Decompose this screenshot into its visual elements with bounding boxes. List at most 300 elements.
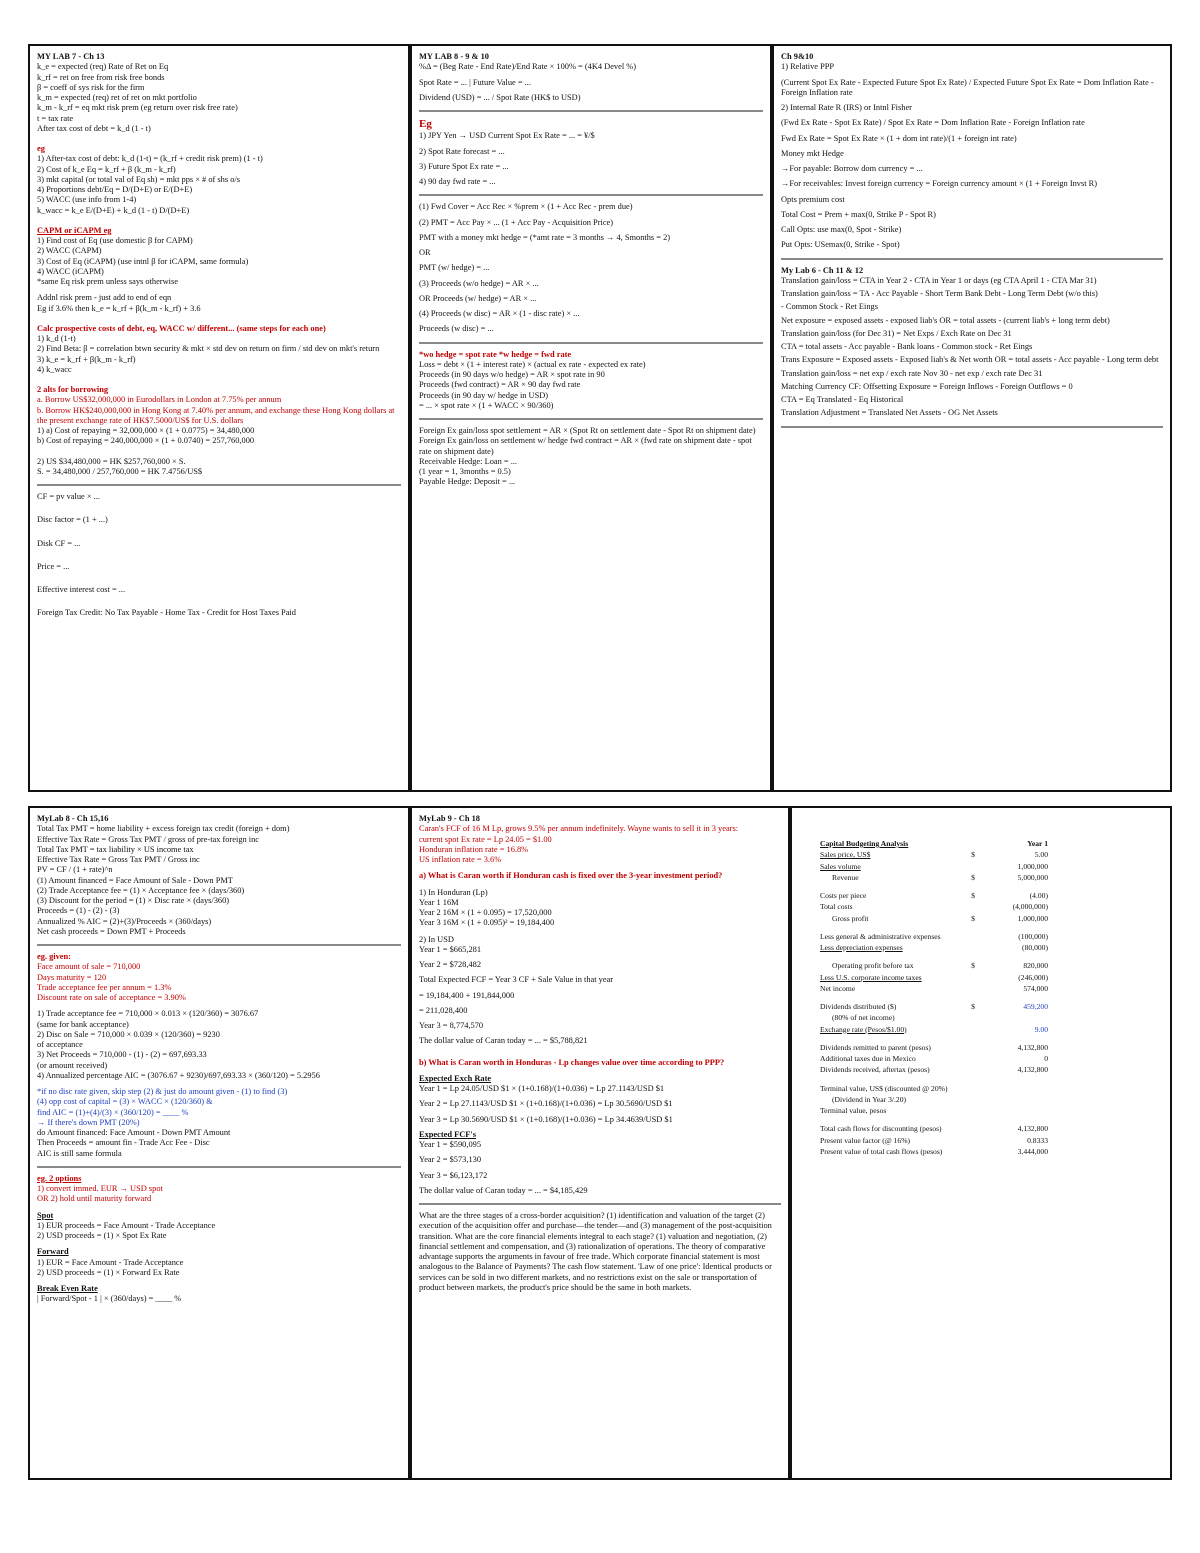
eg-step: 2) Cost of k_e Eq = k_rf + β (k_m - k_rf)	[37, 164, 176, 174]
note-line: AIC is still same formula	[37, 1148, 122, 1158]
break-even-formula: | Forward/Spot - 1 | × (360/days) = ____ %	[37, 1294, 182, 1304]
honduran-line: 1) In Honduran (Lp)	[419, 887, 488, 897]
formula-line: Effective Tax Rate = Gross Tax PMT / Gross inc	[37, 855, 200, 864]
formula-line: (2) Trade Acceptance fee = (1) × Acceptance fee × (days/360)	[37, 885, 245, 895]
formula-line: Effective interest cost = ...	[37, 585, 126, 594]
row-value: (4,000,000)	[1012, 902, 1048, 912]
panel-title: MyLab 8 - Ch 15,16	[37, 814, 109, 823]
row-label: Dividends distributed ($)	[820, 1002, 897, 1011]
eg-given-lines	[37, 962, 401, 1003]
row-value: 574,000	[1023, 983, 1048, 993]
formula-line: Opts premium cost	[781, 194, 845, 204]
hedge-rate-heading: *wo hedge = spot rate *w hedge = fwd rate	[419, 349, 572, 359]
after-notes	[37, 1128, 401, 1159]
row-value: 1,000,000	[1017, 913, 1048, 923]
hedge-rate-line: = ... × spot rate × (1 + WACC × 90/360)	[419, 400, 554, 410]
row-currency	[960, 1076, 986, 1094]
addl-line: Addnl risk prem - just add to end of eqn	[37, 293, 172, 303]
formula-line: Effective Tax Rate = Gross Tax PMT / gross of pre-tax foreign inc	[37, 834, 260, 844]
usd-label: 2) In USD	[419, 934, 454, 944]
hedge-line: OR Proceeds (w/ hedge) = AR × ...	[419, 293, 537, 303]
definition-line: k_rf = ret on free from risk free bonds	[37, 72, 165, 82]
spot-line: 1) EUR proceeds = Face Amount - Trade Acceptance	[37, 1220, 216, 1230]
row-label: Less general & administrative expenses	[820, 931, 941, 941]
additional-premium	[37, 293, 401, 314]
row-currency: $	[971, 872, 975, 882]
row-label: Total cash flows for discounting (pesos)	[820, 1124, 942, 1134]
table-row	[818, 972, 1050, 983]
row-label: Exchange rate (Pesos/$1.00)	[820, 1024, 907, 1034]
lab6-line: Matching Currency CF: Offsetting Exposure = Foreign Inflows - Foreign Outflows = 0	[781, 381, 1073, 391]
formula-line: Net cash proceeds = Down PMT + Proceeds	[37, 926, 186, 936]
row-label: Terminal value, pesos	[820, 1106, 887, 1115]
table-row	[818, 913, 1050, 924]
table-row	[818, 1035, 1050, 1053]
row-value: (246,000)	[1018, 972, 1048, 982]
calc-steps	[37, 334, 401, 375]
eg-step: (same for bank acceptance)	[37, 1019, 129, 1029]
hedge-line: PMT (w/ hedge) = ...	[419, 263, 490, 273]
capm-step: 1) Find cost of Eq (use domestic β for CAPM)	[37, 236, 193, 245]
borrow-calc-line: S. = 34,480,000 / 257,760,000 = HK 7.4756/US$	[37, 466, 203, 476]
expected-rate-heading: Expected Exch Rate	[419, 1073, 492, 1083]
row-label: Terminal value, US$ (discounted @ 20%)	[820, 1083, 948, 1093]
hedge-line: (1) Fwd Cover = Acc Rec × %prem × (1 + Acc Rec - prem due)	[419, 202, 633, 212]
table-row	[818, 861, 1050, 872]
hedge-line: Proceeds (w disc) = ...	[419, 324, 494, 334]
lab6-line: Translation Adjustment = Translated Net Assets - OG Net Assets	[781, 408, 998, 418]
borrow-option-a: a. Borrow US$32,000,000 in Eurodollars in London at 7.75% per annum	[37, 395, 282, 405]
table-row	[818, 883, 1050, 901]
given-line: Face amount of sale = 710,000	[37, 962, 141, 972]
intro-line: current spot Ex rate = Lp 24.05 = $1.00	[419, 834, 552, 844]
borrow-calc	[37, 426, 401, 447]
panel-title: MY LAB 7 - Ch 13	[37, 52, 105, 61]
forex-line: Receivable Hedge: Loan = ...	[419, 456, 517, 466]
expected-rate-line: Year 3 = Lp 30.5690/USD $1 × (1+0.168)/(1+0.036) = Lp 34.4639/USD $1	[419, 1114, 673, 1124]
forward-line: 2) USD proceeds = (1) × Forward Ex Rate	[37, 1267, 180, 1277]
usd-line: Year 2 = $728,482	[419, 960, 482, 969]
panel-mylab8-9-10	[410, 44, 772, 792]
formula-line: Money mkt Hedge	[781, 148, 844, 158]
formula-line: Total Cost = Prem + max(0, Strike P - Spot R)	[781, 209, 936, 219]
definition-line: After tax cost of debt = k_d (1 - t)	[37, 123, 151, 133]
calc-step: 4) k_wacc	[37, 364, 72, 374]
row-label: (Dividend in Year 3/.20)	[832, 1094, 907, 1104]
row-label: Revenue	[832, 872, 859, 882]
eg-step: k_wacc = k_e E/(D+E) + k_d (1 - t) D/(D+E)	[37, 205, 190, 215]
blue-notes	[37, 1087, 401, 1128]
row-value: 4,132,800	[1017, 1065, 1048, 1075]
formula-line: CF = pv value × ...	[37, 492, 100, 501]
row-label: Dividends remitted to parent (pesos)	[820, 1042, 931, 1052]
hedge-line: (4) Proceeds (w disc) = AR × (1 - disc rate) × ...	[419, 309, 580, 319]
note-line: *if no disc rate given, skip step (2) & just do amount given - (1) to find (3)	[37, 1087, 288, 1096]
expected-rate-line: Year 2 = Lp 27.1143/USD $1 × (1+0.168)/(1+0.036) = Lp 30.5690/USD $1	[419, 1099, 673, 1109]
eg-lines	[419, 131, 763, 187]
closing-paragraph: What are the three stages of a cross-border acquisition? (1) identification and valuation of the target (2) execution of the acquisition offer and purchase—the tender—and (3) management of the post-acquisition transition. What are the core financial elements integral to each stage? (1) valuation and negotiation, (2) financial settlement and compensation, and (3) rationalization of operations. The theory of comparative advantage supports the arguments in favour of free trade. Which corporate financial statement is most analogous to the Balance of Payments? The cash flow statement. 'Law of one price': Identical products or services can be sold in two different markets, and no restrictions exist on the sale or transportation of product between markets, the product's price should be the same in both markets.	[419, 1211, 772, 1292]
table-row	[818, 1146, 1050, 1157]
formula-line: Total Tax PMT = home liability + excess foreign tax credit (foreign + dom)	[37, 824, 290, 834]
row-currency: $	[971, 913, 975, 923]
lab6-line: Translation gain/loss = TA - Acc Payable - Short Term Bank Debt - Long Term Debt (w/o this)	[781, 289, 1098, 298]
eg-step: 5) WACC (use info from 1-4)	[37, 195, 137, 205]
panel-mylab8-ch15-16	[28, 806, 410, 1480]
eg-line: 1) JPY Yen → USD Current Spot Ex Rate = ... = ¥/$	[419, 131, 595, 141]
bottom-formulas	[37, 492, 401, 619]
table-row	[818, 1094, 1050, 1105]
table-row	[818, 1135, 1050, 1146]
panel-ch9-10	[772, 44, 1172, 792]
usd-line: = 19,184,400 + 191,844,000	[419, 990, 515, 1000]
row-currency	[960, 1146, 986, 1157]
table-row	[818, 942, 1050, 953]
row-currency	[960, 924, 986, 942]
row-currency	[960, 861, 986, 872]
lab6-lines	[781, 276, 1163, 419]
calc-step: 1) k_d (1-t)	[37, 334, 76, 343]
row-currency	[960, 1105, 986, 1116]
row-currency	[960, 1094, 986, 1105]
table-row	[818, 953, 1050, 971]
divider	[419, 418, 763, 420]
capm-step: 4) WACC (iCAPM)	[37, 266, 104, 276]
spot-line: 2) USD proceeds = (1) × Spot Ex Rate	[37, 1231, 167, 1240]
honduran-line: Year 1 16M	[419, 897, 459, 907]
eg-steps	[37, 1009, 401, 1081]
hedge-lines	[419, 202, 763, 334]
definition-line: k_m - k_rf = eq mkt risk prem (eg return over risk free rate)	[37, 103, 238, 113]
row-currency	[960, 1053, 986, 1064]
lab6-line: Net exposure = exposed assets - exposed liab's OR = total assets - (current liab's + long term debt)	[781, 315, 1110, 325]
hedge-rate-line: Proceeds (in 90 days w/o hedge) = AR × spot rate in 90	[419, 370, 605, 380]
honduran-lines	[419, 888, 781, 929]
formula-line: (3) Discount for the period = (1) × Disc rate × (days/360)	[37, 896, 230, 905]
forward-heading: Forward	[37, 1247, 69, 1257]
formula-lines	[419, 62, 763, 103]
formula-line: PV = CF / (1 + rate)^n	[37, 865, 113, 875]
table-row	[818, 901, 1050, 912]
formula-line: (Fwd Ex Rate - Spot Ex Rate) / Spot Ex Rate = Dom Inflation Rate - Foreign Inflation rate	[781, 118, 1085, 128]
formula-line: (1) Amount financed = Face Amount of Sale - Down PMT	[37, 875, 233, 885]
intro-lines	[419, 824, 781, 865]
row-value: 820,000	[1023, 961, 1048, 971]
definitions-list	[37, 62, 401, 134]
forward-lines	[37, 1258, 401, 1279]
eg-step: 4) Annualized percentage AIC = (3076.67 + 9230)/697,693.33 × (360/120) = 5.2956	[37, 1070, 320, 1080]
eg-line: 3) Future Spot Ex rate = ...	[419, 161, 509, 171]
forex-line: Foreign Ex gain/loss on settlement w/ hedge fwd contract = AR × (fwd rate on shipment date - spot rate on shipment date)	[419, 436, 752, 456]
panel-title: MY LAB 8 - 9 & 10	[419, 52, 489, 61]
formula-line: Price = ...	[37, 561, 70, 571]
formula-line: Foreign Tax Credit: No Tax Payable - Home Tax - Credit for Host Taxes Paid	[37, 608, 296, 618]
row-currency	[960, 942, 986, 953]
formula-line: 1) Relative PPP	[781, 62, 835, 72]
hedge-rate-line: Proceeds (in 90 day w/ hedge in USD)	[419, 390, 549, 400]
note-line: Then Proceeds = amount fin - Trade Acc Fee - Disc	[37, 1138, 210, 1148]
divider	[419, 1203, 781, 1205]
lab6-line: CTA = Eq Translated - Eq Historical	[781, 395, 904, 404]
row-label: Dividends received, aftertax (pesos)	[820, 1065, 930, 1075]
row-currency	[960, 972, 986, 983]
usd-line: Total Expected FCF = Year 3 CF + Sale Value in that year	[419, 975, 614, 985]
question-b: b) What is Caran worth in Honduras - Lp changes value over time according to PPP?	[419, 1057, 725, 1067]
formula-line: Proceeds = (1) - (2) - (3)	[37, 906, 120, 916]
forward-line: 1) EUR = Face Amount - Trade Acceptance	[37, 1257, 184, 1267]
row-value: 0.8333	[1027, 1135, 1048, 1145]
row-value	[986, 1076, 1050, 1094]
eg-step: of acceptance	[37, 1040, 83, 1049]
row-currency	[960, 1024, 986, 1035]
row-value	[986, 1105, 1050, 1116]
hedge-line: (3) Proceeds (w/o hedge) = AR × ...	[419, 278, 539, 288]
formula-lines	[781, 62, 1163, 250]
hedge-rate-lines	[419, 360, 763, 411]
expected-fcf-line: Year 2 = $573,130	[419, 1155, 482, 1165]
row-label: Less U.S. corporate income taxes	[820, 972, 922, 982]
forex-lines	[419, 426, 763, 488]
hedge-line: OR	[419, 248, 431, 258]
row-label: Net income	[820, 983, 856, 993]
row-value: 1,000,000	[1017, 861, 1048, 871]
hedge-rate-line: Loss = debt × (1 + interest rate) × (actual ex rate - expected ex rate)	[419, 359, 646, 369]
lab6-line: Translation gain/loss (for Dec 31) = Net Exps / Exch Rate on Dec 31	[781, 328, 1012, 338]
table-row	[818, 1076, 1050, 1094]
lab6-line: Trans Exposure = Exposed assets - Exposed liab's & Net worth OR = total assets - Acc payable - Long term debt	[781, 355, 1159, 365]
row-currency	[960, 1012, 986, 1023]
capm-steps	[37, 236, 401, 287]
eg-label: eg	[37, 144, 45, 153]
usd-line: Year 3 = 8,774,570	[419, 1021, 484, 1030]
usd-lines	[419, 945, 781, 1047]
panel-title: Ch 9&10	[781, 52, 814, 61]
row-value: (80,000)	[1022, 943, 1048, 952]
row-currency: $	[971, 961, 975, 971]
row-label: Sales price, US$	[820, 850, 871, 860]
divider	[781, 426, 1163, 428]
row-currency	[960, 1035, 986, 1053]
calc-heading: Calc prospective costs of debt, eq, WACC w/ different... (same steps for each one)	[37, 323, 326, 333]
calc-step: 2) Find Beta: β = correlation btwn security & mkt × std dev on return on firm / std dev on mkt's return	[37, 344, 380, 354]
eg-label: Eg	[419, 118, 432, 130]
table-row	[818, 994, 1050, 1012]
borrow-calc-line: 1) a) Cost of repaying = 32,000,000 × (1 + 0.0775) = 34,480,000	[37, 426, 255, 435]
divider	[419, 342, 763, 344]
borrow-calc-line: 2) US $34,480,000 = HK $257,760,000 × S.	[37, 456, 186, 466]
row-currency: $	[971, 891, 975, 900]
eg2-heading: eg. 2 options	[37, 1173, 82, 1183]
panel-capital-budgeting	[790, 806, 1172, 1480]
honduran-line: Year 3 16M × (1 + 0.095)² = 19,184,400	[419, 918, 555, 928]
eg-given-heading: eg. given:	[37, 952, 71, 961]
formula-line: Total Tax PMT = tax liability × US income tax	[37, 844, 194, 854]
row-label: Additional taxes due in Mexico	[820, 1054, 916, 1063]
table-row	[818, 983, 1050, 994]
expected-fcf-line: Year 1 = $590,095	[419, 1140, 482, 1149]
formula-line: %Δ = (Beg Rate - End Rate)/End Rate × 100% = (4K4 Devel %)	[419, 62, 637, 72]
capm-step: 3) Cost of Eq (iCAPM) (use intnl β for iCAPM, same formula)	[37, 256, 249, 266]
row-value	[986, 1012, 1050, 1023]
capm-step: 2) WACC (CAPM)	[37, 246, 102, 256]
note-line: find AIC = (1)+(4)/(3) × (360/120) = ____ %	[37, 1107, 189, 1117]
capital-budgeting-table	[818, 838, 1050, 1157]
lab6-line: Translation gain/loss = net exp / exch rate Nov 30 - net exp / exch rate Dec 31	[781, 368, 1043, 378]
lab6-line: - Common Stock - Ret Eings	[781, 302, 879, 312]
divider	[37, 484, 401, 486]
row-value: 5.00	[1034, 850, 1048, 860]
borrow-calc-line: b) Cost of repaying = 240,000,000 × (1 + 0.0740) = 257,760,000	[37, 436, 255, 446]
definition-line: k_e = expected (req) Rate of Ret on Eq	[37, 62, 169, 72]
usd-line: The dollar value of Caran today = ... = $5,788,821	[419, 1036, 588, 1046]
spot-lines	[37, 1221, 401, 1242]
row-currency: $	[971, 850, 975, 860]
given-line: Discount rate on sale of acceptance = 3.90%	[37, 993, 186, 1002]
usd-line: = 211,028,400	[419, 1005, 468, 1015]
row-value: 459,200	[1023, 1002, 1048, 1011]
row-label: Less depreciation expenses	[820, 943, 903, 952]
capm-heading: CAPM or iCAPM eg	[37, 225, 112, 235]
formula-line: Fwd Ex Rate = Spot Ex Rate × (1 + dom int rate)/(1 + foreign int rate)	[781, 133, 1017, 143]
calc-step: 3) k_e = k_rf + β(k_m - k_rf)	[37, 354, 136, 364]
row-label: Present value factor (@ 16%)	[820, 1135, 911, 1145]
table-row	[818, 1012, 1050, 1023]
table-title: Capital Budgeting Analysis	[820, 839, 909, 848]
expected-fcf-lines	[419, 1140, 781, 1196]
panel-mylab9-ch18	[410, 806, 790, 1480]
lab6-line: CTA = total assets - Acc payable - Bank loans - Common stock - Ret Eings	[781, 342, 1033, 351]
lab6-title: My Lab 6 - Ch 11 & 12	[781, 265, 864, 275]
row-value: 5,000,000	[1017, 872, 1048, 882]
table-row	[818, 872, 1050, 883]
formula-line: 2) Internal Rate R (IRS) or Intnl Fisher	[781, 103, 912, 112]
formula-line: →For payable: Borrow dom currency = ...	[781, 164, 923, 173]
option-line: 1) convert immed. EUR → USD spot	[37, 1184, 163, 1193]
eg-line: 4) 90 day fwd rate = ...	[419, 177, 496, 187]
break-even-heading: Break Even Rate	[37, 1284, 98, 1293]
formula-line: Spot Rate = ... | Future Value = ...	[419, 77, 531, 87]
borrow-heading: 2 alts for borrowing	[37, 385, 109, 394]
forex-line: Payable Hedge: Deposit = ...	[419, 477, 516, 487]
usd-line: Year 1 = $665,281	[419, 944, 482, 954]
formula-line: Put Opts: USemax(0, Strike - Spot)	[781, 240, 900, 250]
row-label: Costs per piece	[820, 891, 867, 900]
table-row	[818, 924, 1050, 942]
formula-line: (Current Spot Ex Rate - Expected Future Spot Ex Rate) / Expected Future Spot Ex Rate = Dom Inflation Rate - Foreign Inflation rate	[781, 77, 1154, 97]
eg-line: 2) Spot Rate forecast = ...	[419, 146, 505, 156]
divider	[419, 194, 763, 196]
divider	[781, 258, 1163, 260]
eg-step: (or amount received)	[37, 1060, 108, 1070]
table-rows	[818, 849, 1050, 1157]
row-value: 0	[1044, 1054, 1048, 1063]
honduran-line: Year 2 16M × (1 + 0.095) = 17,520,000	[419, 908, 552, 917]
capm-step: *same Eq risk prem unless says otherwise	[37, 277, 178, 286]
row-label: (80% of net income)	[832, 1013, 895, 1023]
eg-steps	[37, 154, 401, 216]
row-label: Total costs	[820, 902, 853, 912]
row-label: Gross profit	[832, 913, 869, 923]
eg2-options	[37, 1184, 401, 1205]
borrow-option-b: b. Borrow HK$240,000,000 in Hong Kong at 7.40% per annum, and exchange these Hong Kong dollars at the present exchange rate of HK$7.5000/US$ for U.S. dollars	[37, 405, 395, 425]
row-currency	[960, 983, 986, 994]
eg-step: 4) Proportions debt/Eq = D/(D+E) or E/(D+E)	[37, 185, 193, 194]
addl-line: Eg if 3.6% then k_e = k_rf + β(k_m - k_rf) + 3.6	[37, 303, 201, 313]
note-line: (4) opp cost of capital = (3) × WACC × (120/360) &	[37, 1097, 213, 1107]
intro-line: Caran's FCF of 16 M Lp, grows 9.5% per annum indefinitely. Wayne wants to sell it in 3 years:	[419, 824, 739, 834]
eg-step: 1) After-tax cost of debt: k_d (1-t) = (k_rf + credit risk prem) (1 - t)	[37, 154, 263, 164]
eg-step: 2) Disc on Sale = 710,000 × 0.039 × (120/360) = 9230	[37, 1029, 220, 1039]
given-line: Days maturity = 120	[37, 972, 107, 982]
formula-line: →For receivables: Invest foreign currency = Foreign currency amount × (1 + Foreign Invst R)	[781, 179, 1098, 189]
expected-rate-line: Year 1 = Lp 24.05/USD $1 × (1+0.168)/(1+0.036) = Lp 27.1143/USD $1	[419, 1084, 665, 1093]
intro-line: Honduran inflation rate = 16.8%	[419, 844, 529, 854]
row-label: Sales volume	[820, 861, 861, 871]
row-value: (4.00)	[1029, 891, 1048, 900]
row-currency	[960, 1064, 986, 1075]
table-row	[818, 1053, 1050, 1064]
expected-fcf-line: The dollar value of Caran today = ... = $4,185,429	[419, 1185, 588, 1195]
definition-line: k_m = expected (req) ret of ret on mkt portfolio	[37, 93, 197, 102]
question-a: a) What is Caran worth if Honduran cash is fixed over the 3-year investment period?	[419, 871, 723, 881]
definition-line: t = tax rate	[37, 113, 74, 123]
hedge-rate-line: Proceeds (fwd contract) = AR × 90 day fwd rate	[419, 380, 581, 390]
expected-fcf-line: Year 3 = $6,123,172	[419, 1170, 488, 1180]
definition-line: β = coeff of sys risk for the firm	[37, 82, 145, 92]
expected-rate-lines	[419, 1084, 781, 1125]
row-currency	[960, 901, 986, 912]
eg-step: 3) Net Proceeds = 710,000 - (1) - (2) = 697,693.33	[37, 1050, 207, 1060]
table-row	[818, 849, 1050, 860]
formula-line: Annualized % AIC = (2)+(3)/Proceeds × (360/days)	[37, 916, 212, 926]
hedge-line: (2) PMT = Acc Pay × ... (1 + Acc Pay - Acquisition Price)	[419, 217, 614, 227]
formula-line: Disc factor = (1 + ...)	[37, 515, 108, 525]
note-line: do Amount financed: Face Amount - Down PMT Amount	[37, 1128, 231, 1137]
formula-lines	[37, 824, 401, 937]
row-currency: $	[971, 1002, 975, 1011]
divider	[37, 1166, 401, 1168]
intro-line: US inflation rate = 3.6%	[419, 855, 502, 864]
spot-heading: Spot	[37, 1210, 54, 1220]
row-value: (100,000)	[1018, 931, 1048, 941]
note-line: → If there's down PMT (20%)	[37, 1117, 140, 1127]
row-currency	[960, 1135, 986, 1146]
column-header: Year 1	[1027, 839, 1048, 848]
row-value	[986, 1094, 1050, 1105]
table-row	[818, 1116, 1050, 1134]
table-row	[818, 1024, 1050, 1035]
eg-step: 3) mkt capital (or total val of Eq sh) = mkt pps × # of shs o/s	[37, 174, 240, 184]
expected-fcf-heading: Expected FCF's	[419, 1129, 476, 1139]
table-row	[818, 1105, 1050, 1116]
table-row	[818, 1064, 1050, 1075]
row-value: 4,132,800	[1017, 1124, 1048, 1134]
divider	[419, 110, 763, 112]
lab6-line: Translation gain/loss = CTA in Year 2 - CTA in Year 1 or days (eg CTA April 1 - CTA Mar 31)	[781, 275, 1097, 285]
option-line: OR 2) hold until maturity forward	[37, 1194, 152, 1204]
borrow-calc-2	[37, 457, 401, 478]
forex-line: (1 year = 1, 3months = 0.5)	[419, 467, 511, 477]
hedge-line: PMT with a money mkt hedge = (*amt rate = 3 months → 4, Smonths = 2)	[419, 232, 671, 242]
formula-line: Dividend (USD) = ... / Spot Rate (HK$ to USD)	[419, 92, 581, 102]
panel-title: MyLab 9 - Ch 18	[419, 814, 480, 823]
row-currency	[960, 1116, 986, 1134]
row-value: 4,132,800	[1017, 1042, 1048, 1052]
row-value: 3,444,000	[1017, 1146, 1048, 1156]
row-label: Present value of total cash flows (pesos)	[820, 1146, 943, 1156]
divider	[37, 944, 401, 946]
given-line: Trade acceptance fee per annum = 1.3%	[37, 982, 172, 992]
formula-line: Call Opts: use max(0, Spot - Strike)	[781, 225, 902, 234]
